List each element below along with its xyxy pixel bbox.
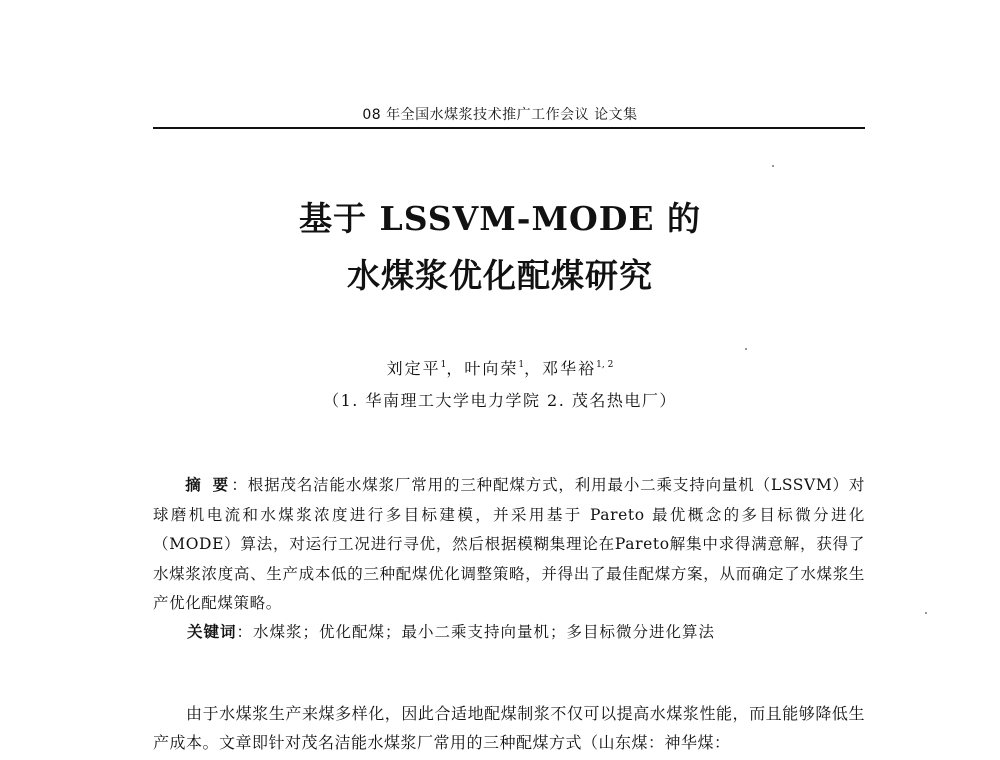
body-paragraph-text: 由于水煤浆生产来煤多样化，因此合适地配煤制浆不仅可以提高水煤浆性能，而且能够降低生产成本。文章即针对茂名洁能水煤浆厂常用的三种配煤方式（山东煤：神华煤： [153, 704, 865, 752]
keywords [187, 620, 867, 642]
keywords-text: 水煤浆；优化配煤；最小二乘支持向量机；多目标微分进化算法 [253, 623, 716, 641]
author-affiliation-mark: 1, 2 [596, 360, 614, 370]
author-separator: ， [524, 359, 543, 378]
keywords-label: 关键词 [187, 622, 237, 641]
scan-speck [772, 165, 774, 167]
abstract-colon: ： [231, 476, 248, 494]
paper-title-line-2: 水煤浆优化配煤研究 [347, 256, 653, 295]
scan-speck [925, 612, 927, 614]
scan-speck [745, 348, 747, 350]
keywords-colon: ： [236, 623, 254, 641]
author-affiliation-mark: 1 [440, 360, 447, 370]
running-header: 08 年全国水煤浆技术推广工作会议 论文集 [362, 107, 638, 123]
abstract-text: 根据茂名洁能水煤浆厂常用的三种配煤方式，利用最小二乘支持向量机（LSSVM）对球磨机电流和水煤浆浓度进行多目标建模，并采用基于 Pareto 最优概念的多目标微分进化（MODE）算法，对运行工况进行寻优，然后根据模糊集理论在Pareto解集中求得满意解，获得了水煤浆浓度高、生产成本低的三种配煤优化调整策略，并得出了最佳配煤方案，从而确定了水煤浆生产优化配煤策略。 [153, 476, 865, 612]
author-name: 刘定平 [386, 359, 441, 378]
author-name: 叶向荣 [464, 359, 519, 378]
header-rule [153, 127, 865, 129]
author-list [0, 356, 1000, 379]
author-separator: ， [446, 359, 465, 378]
author-affiliation-mark: 1 [518, 360, 525, 370]
affiliations: （1. 华南理工大学电力学院 2. 茂名热电厂） [323, 391, 677, 410]
abstract [153, 470, 865, 619]
abstract-label: 摘 要 [185, 475, 232, 494]
author-name: 邓华裕 [542, 359, 597, 378]
body-paragraph [153, 699, 865, 757]
paper-title-line-1: 基于 LSSVM-MODE 的 [299, 199, 701, 238]
